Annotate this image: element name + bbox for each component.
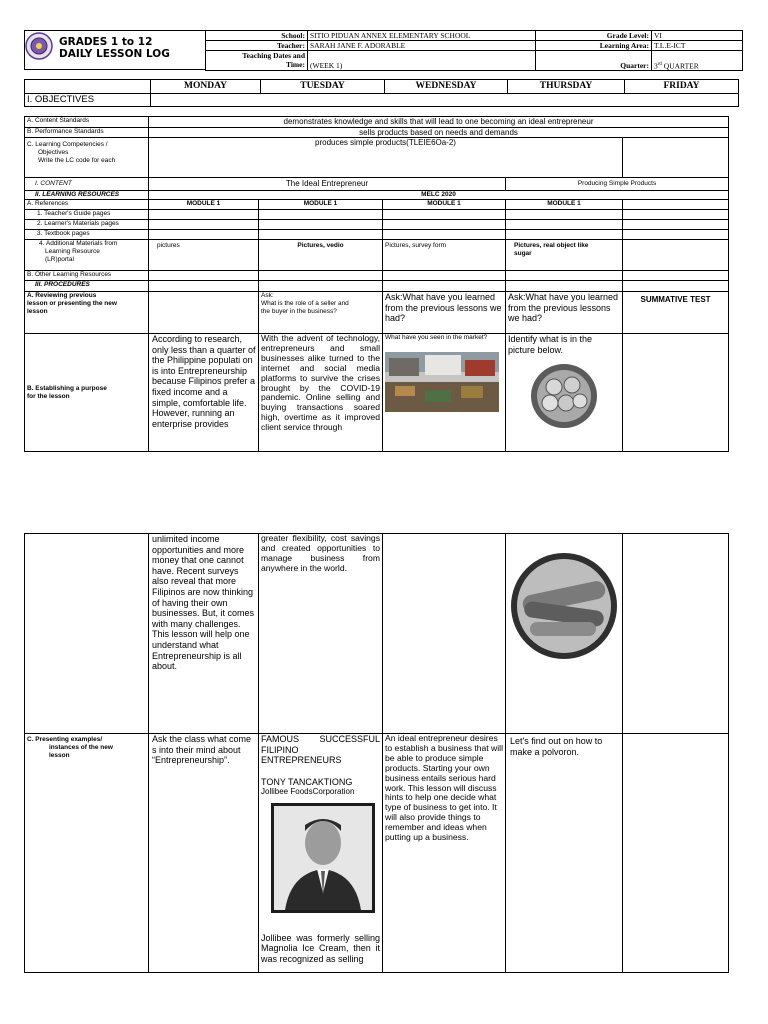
- purpose-wednesday: [383, 334, 506, 452]
- quarter-label: Quarter:: [536, 51, 652, 71]
- purpose-friday: [623, 334, 729, 452]
- additional-wednesday: Pictures, survey form: [383, 240, 506, 271]
- cont-label: [25, 534, 149, 734]
- dates-label: [206, 51, 308, 71]
- purpose-label: [25, 334, 149, 452]
- review-label-1: A. Reviewing previous: [27, 292, 97, 299]
- additional-label-2: Learning Resource: [45, 248, 100, 255]
- competencies-label-3: Write the LC code for each: [38, 157, 116, 164]
- resources-value: MELC 2020: [149, 191, 729, 200]
- additional-label-3: (LR)portal: [45, 256, 74, 263]
- module-monday: MODULE 1: [149, 200, 259, 210]
- review-label: [25, 292, 149, 334]
- review-wednesday: Ask:What have you learned from the previous lessons we had?: [383, 292, 506, 334]
- dates-value: (WEEK 1): [308, 51, 536, 71]
- day-friday: FRIDAY: [625, 80, 739, 94]
- quarter-sup: rd: [657, 61, 662, 67]
- purpose-thursday: [506, 334, 623, 452]
- presenting-tuesday-company: Jollibee FoodsCorporation: [261, 787, 355, 797]
- lesson-table-continued: [24, 533, 729, 973]
- area-label: Learning Area:: [536, 41, 652, 51]
- dates-label-line1: Teaching Dates and: [242, 51, 305, 60]
- review-tuesday-1: Ask:: [261, 292, 274, 299]
- entrepreneur-portrait: [271, 803, 375, 913]
- presenting-wednesday: An ideal entrepreneur desires to establish a business that will be able to produce simple products. Starting your own business entails serious hard work. This lesson will discuss hints to help one decide what type of business to get into. It will also provide things to remember and ideas when putting up a business.: [383, 734, 506, 973]
- additional-label: [25, 240, 149, 271]
- review-monday: [149, 292, 259, 334]
- days-table: [24, 79, 739, 107]
- day-monday: MONDAY: [151, 80, 261, 94]
- presenting-tuesday-heading: FAMOUS SUCCESSFUL FILIPINO ENTREPRENEURS: [261, 734, 380, 766]
- tb-label: 3. Textbook pages: [25, 230, 149, 240]
- purpose-monday: According to research, only less than a quarter of the Philippine populati on is into Entrepreneurship because Filipinos prefer a fixed income and a simple, comfortable life. However, running an enterprise provides: [149, 334, 259, 452]
- day-wednesday: WEDNESDAY: [385, 80, 508, 94]
- purpose-label-1: B. Establishing a purpose: [27, 384, 107, 392]
- presenting-tuesday-bottom: Jollibee was formerly selling Magnolia Ice Cream, then it was recognized as selling: [261, 932, 380, 965]
- header-box: [24, 30, 205, 70]
- presenting-label: [25, 734, 149, 973]
- additional-monday: pictures: [149, 240, 259, 271]
- title-line-1: GRADES 1 to 12: [59, 36, 153, 48]
- performance-label: B. Performance Standards: [25, 127, 149, 138]
- header-info-table: [205, 30, 743, 71]
- module-thursday: MODULE 1: [506, 200, 623, 210]
- content-left: The Ideal Entrepreneur: [149, 178, 506, 191]
- purpose-thursday-text: Identify what is in the picture below.: [508, 334, 593, 355]
- other-resources-label: B. Other Learning Resources: [25, 271, 149, 281]
- cassava-photo: [510, 552, 618, 660]
- review-tuesday: [259, 292, 383, 334]
- competencies-label-2: Objectives: [38, 149, 69, 156]
- competencies-label-1: C. Learning Competencies /: [27, 141, 108, 148]
- teacher-label: Teacher:: [206, 41, 308, 51]
- review-friday: SUMMATIVE TEST: [623, 292, 729, 334]
- area-value: T.L.E-ICT: [652, 41, 743, 51]
- presenting-label-2: instances of the new: [49, 744, 113, 751]
- content-right: Producing Simple Products: [506, 178, 729, 191]
- content-standards: demonstrates knowledge and skills that will lead to one becoming an ideal entrepreneur: [149, 117, 729, 128]
- review-label-3: lesson: [27, 308, 48, 315]
- cont-thursday: [506, 534, 623, 734]
- competencies-friday: [623, 138, 729, 178]
- review-tuesday-3: the buyer in the business?: [261, 308, 337, 315]
- review-tuesday-2: What is the role of a seller and: [261, 300, 349, 307]
- review-label-2: lesson or presenting the new: [27, 300, 117, 307]
- lm-label: 2. Learner's Materials pages: [25, 220, 149, 230]
- module-friday: [623, 200, 729, 210]
- presenting-monday: Ask the class what come s into their mind about “Entrepreneurship”.: [149, 734, 259, 973]
- procedures-label: III. PROCEDURES: [25, 281, 149, 292]
- quarter-rest: QUARTER: [661, 61, 699, 70]
- purpose-tuesday: With the advent of technology, entrepreneurs and small businesses alike turned to the internet and social media platforms to survive the crises brought by the COVID-19 pandemic. Online selling and buying transactions soared high, overtime as it improved client service through: [259, 334, 383, 452]
- presenting-tuesday: [259, 734, 383, 973]
- days-corner: [25, 80, 151, 94]
- review-thursday: Ask:What have you learned from the previous lessons we had?: [506, 292, 623, 334]
- polvoron-photo: [530, 363, 598, 429]
- lesson-table: [24, 116, 729, 452]
- module-wednesday: MODULE 1: [383, 200, 506, 210]
- presenting-thursday: Let's find out on how to make a polvoron.: [506, 734, 623, 973]
- day-thursday: THURSDAY: [508, 80, 625, 94]
- grade-label: Grade Level:: [536, 31, 652, 41]
- market-photo: [385, 352, 499, 412]
- purpose-monday-continued: unlimited income opportunities and more money that one cannot have. Recent surveys also reveal that more Filipinos are now thinking of having their own businesses. But, it comes with many challenges. This lesson will help one understand what Entrepreneurship is all about.: [149, 534, 259, 734]
- cont-friday: [623, 534, 729, 734]
- content-standards-label: A. Content Standards: [25, 117, 149, 128]
- additional-label-1: 4. Additional Materials from: [39, 240, 118, 247]
- purpose-tuesday-continued: greater flexibility, cost savings and created opportunities to manage business from anywhere in the world.: [259, 534, 383, 734]
- quarter-num: 3: [654, 61, 658, 70]
- teacher-value: SARAH JANE F. ADORABLE: [308, 41, 536, 51]
- title-line-2: DAILY LESSON LOG: [59, 48, 170, 60]
- grade-value: VI: [652, 31, 743, 41]
- additional-thursday-1: Pictures, real object like: [514, 242, 589, 249]
- school-label: School:: [206, 31, 308, 41]
- quarter-value: [652, 51, 743, 71]
- day-tuesday: TUESDAY: [261, 80, 385, 94]
- presenting-friday: [623, 734, 729, 973]
- competencies-label: [25, 138, 149, 178]
- additional-tuesday: Pictures, vedio: [259, 240, 383, 271]
- tg-label: 1. Teacher's Guide pages: [25, 210, 149, 220]
- presenting-label-3: lesson: [49, 752, 70, 759]
- purpose-label-2: for the lesson: [27, 392, 70, 400]
- school-value: SITIO PIDUAN ANNEX ELEMENTARY SCHOOL: [308, 31, 536, 41]
- presenting-label-1: C. Presenting examples/: [27, 736, 103, 743]
- performance-standards: sells products based on needs and demands: [149, 127, 729, 138]
- competencies: produces simple products(TLEIE6Oa-2): [149, 138, 623, 178]
- cont-wednesday: [383, 534, 506, 734]
- references-label: A. References: [25, 200, 149, 210]
- resources-label: II. LEARNING RESOURCES: [25, 191, 149, 200]
- content-label: I. CONTENT: [25, 178, 149, 191]
- module-tuesday: MODULE 1: [259, 200, 383, 210]
- additional-thursday: [506, 240, 623, 271]
- additional-thursday-2: sugar: [514, 250, 532, 257]
- purpose-wednesday-text: What have you seen in the market?: [385, 334, 488, 341]
- objectives-label: I. OBJECTIVES: [25, 94, 151, 107]
- presenting-tuesday-name: TONY TANCAKTIONG: [261, 776, 353, 787]
- objectives-cell: [151, 94, 739, 107]
- dates-label-line2: Time:: [285, 60, 305, 69]
